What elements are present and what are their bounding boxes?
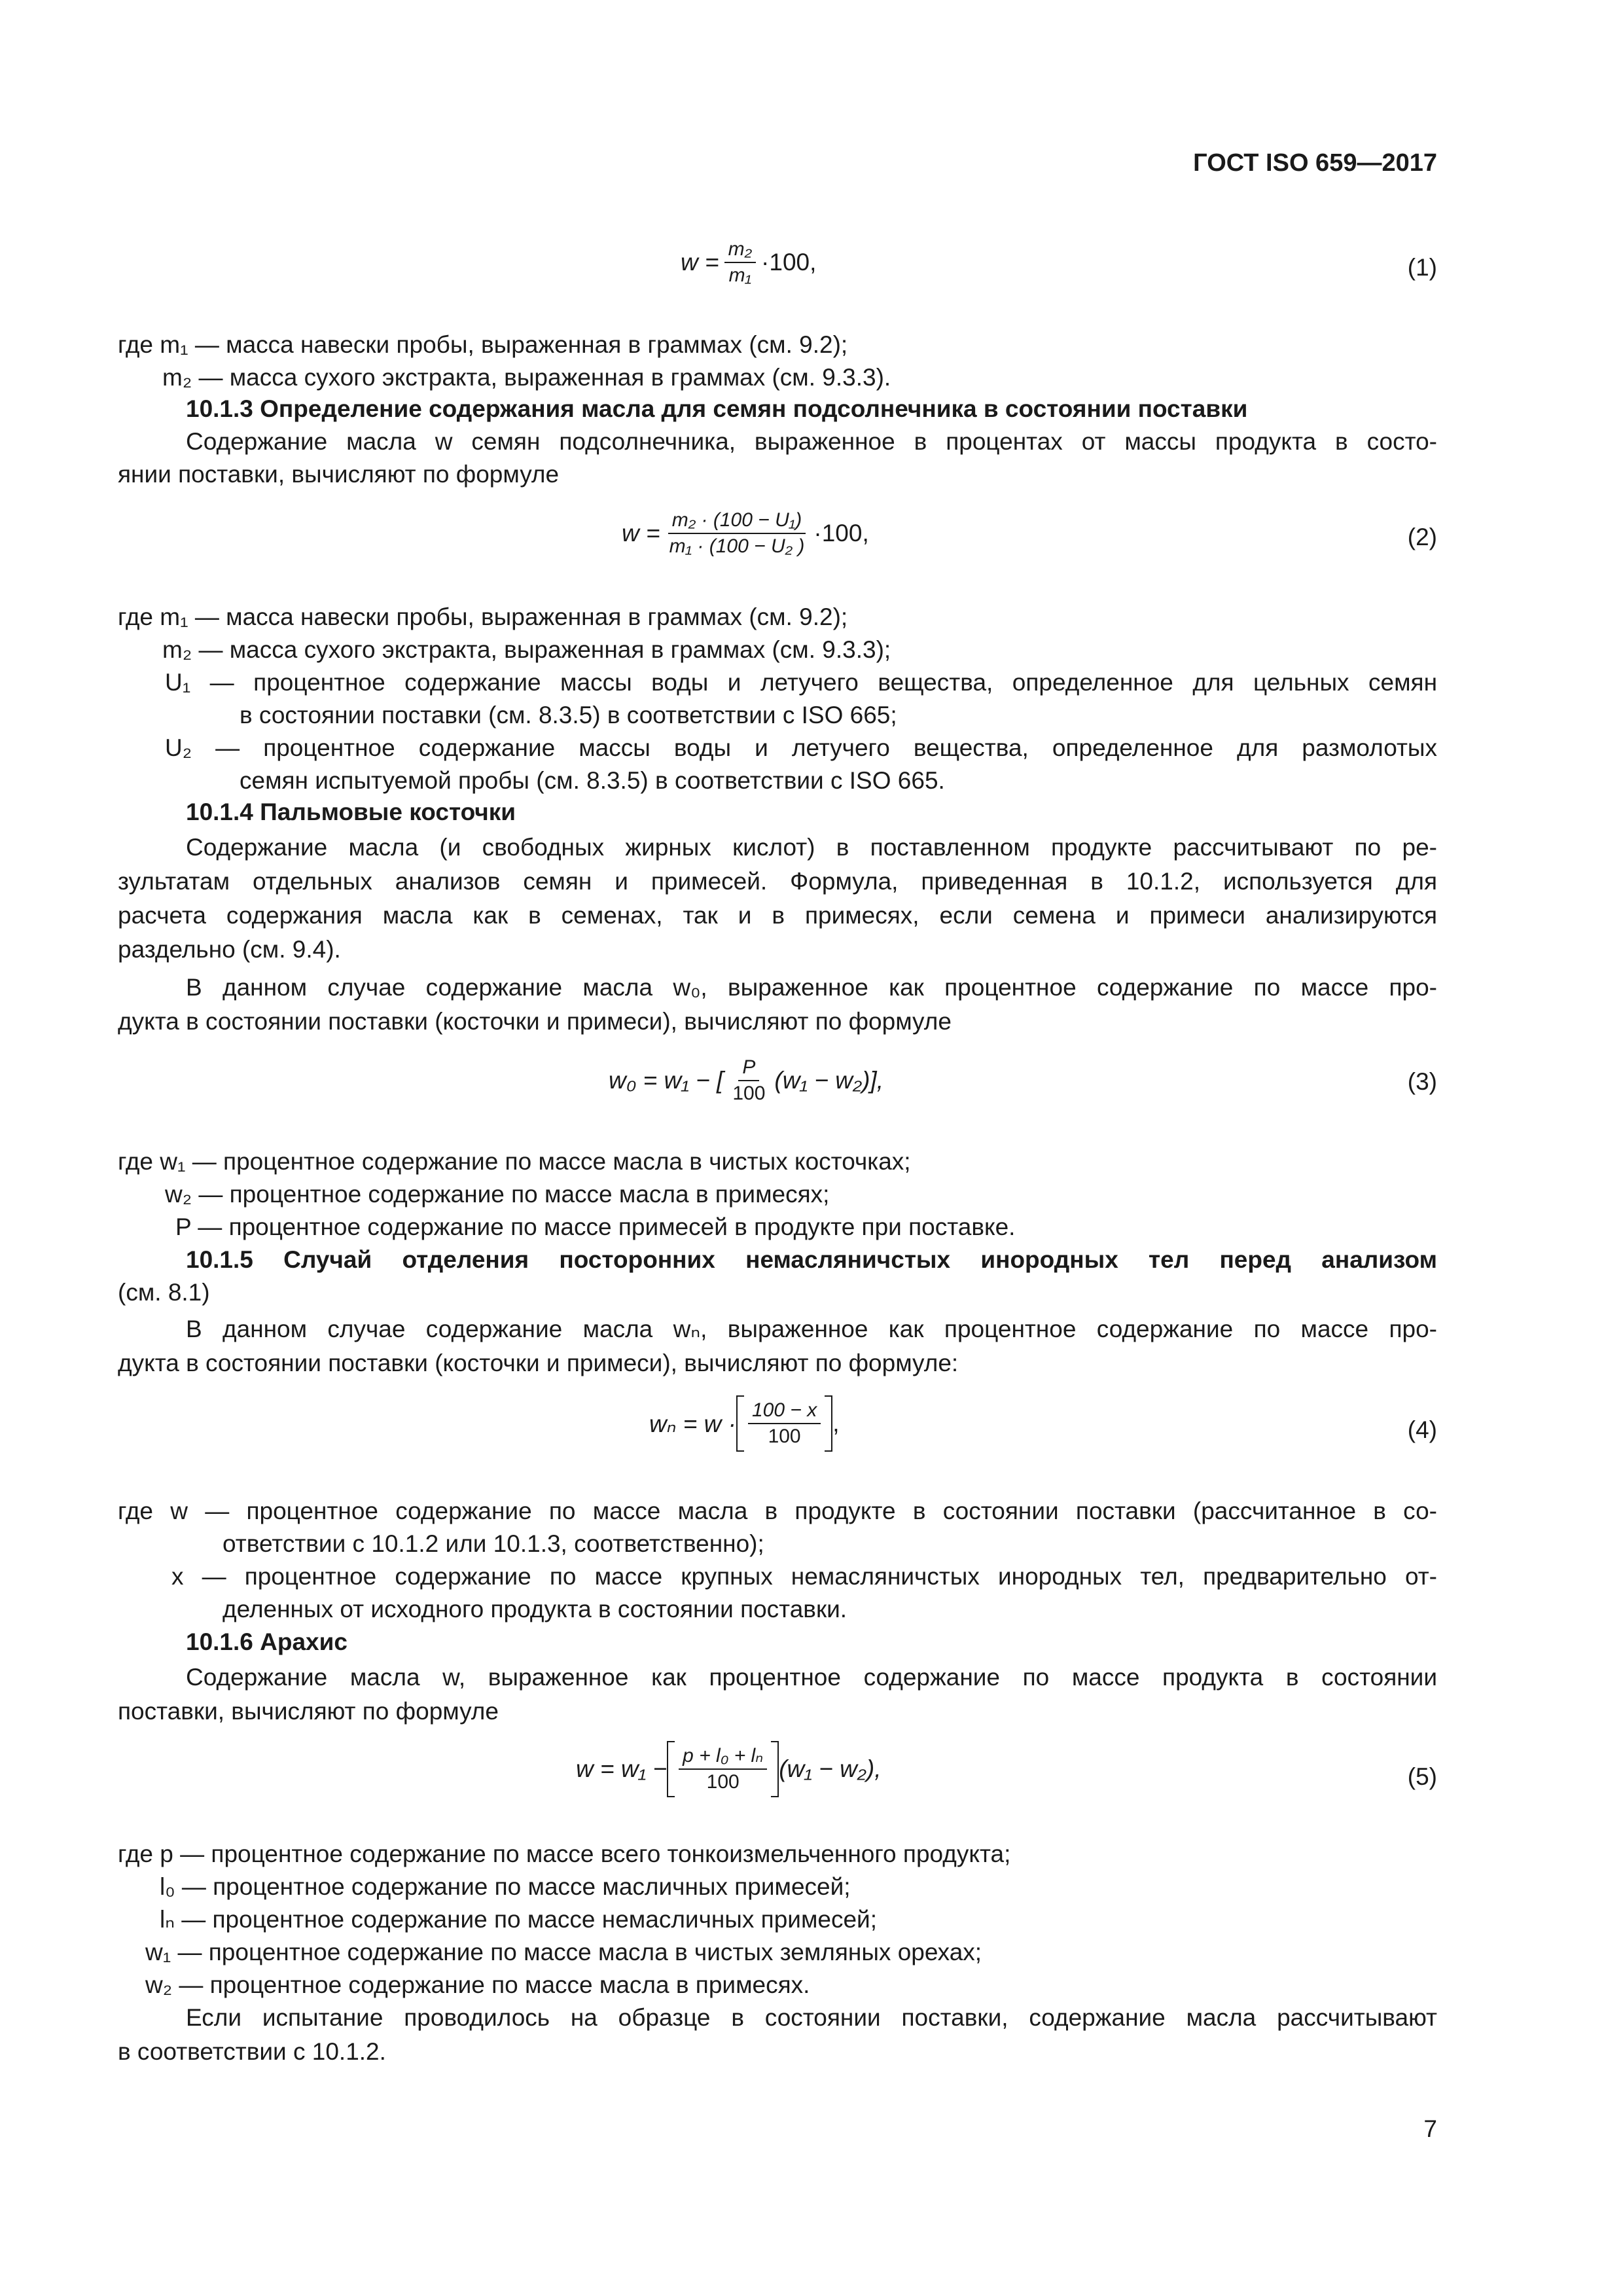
paragraph-line: расчета содержания масла как в семенах, так и в примесях, если семена и примеси анализируются xyxy=(118,902,1437,929)
section-title-10-1-3: 10.1.3 Определение содержания масла для семян подсолнечника в состоянии поставки xyxy=(186,395,1248,422)
paragraph-line: Содержание масла (и свободных жирных кислот) в поставленном продукте рассчитывают по ре- xyxy=(186,834,1437,861)
document-header: ГОСТ ISO 659—2017 xyxy=(1193,149,1437,177)
where-line: m₂ — масса сухого экстракта, выраженная в граммах (см. 9.3.3); xyxy=(162,636,891,663)
equation-number-1: (1) xyxy=(1407,254,1437,281)
equation-number-2: (2) xyxy=(1407,524,1437,550)
equation-3: w₀ = w₁ − [ $\frac{P}{100}$ (w₁ − w₂)], xyxy=(609,1056,883,1104)
section-title-10-1-5: 10.1.5 Случай отделения посторонних немасляничстых инородных тел перед анализом xyxy=(186,1246,1437,1273)
where-line: где w — процентное содержание по массе масла в продукте в состоянии поставки (рассчитанное в со- xyxy=(118,1498,1437,1524)
paragraph-line: янии поставки, вычисляют по формуле xyxy=(118,461,560,488)
where-line: m₂ — масса сухого экстракта, выраженная в граммах (см. 9.3.3). xyxy=(162,364,891,391)
equation-2: w = $\frac{\text{m₂ · (100 − U₁)}}{\text{m₁ · (100 − U₂ )}}$ ·100, xyxy=(622,509,869,557)
section-title-10-1-4: 10.1.4 Пальмовые косточки xyxy=(186,798,516,825)
where-line: w₁ — процентное содержание по массе масла в чистых земляных орехах; xyxy=(145,1939,982,1965)
section-title-10-1-5-cont: (см. 8.1) xyxy=(118,1279,210,1306)
equation-5: w = w₁ − $\frac{\text{p + l₀ + lₙ}}{100}$ (w₁ − w₂), xyxy=(576,1744,882,1795)
where-line: w₂ — процентное содержание по массе масла в примесях. xyxy=(145,1971,810,1998)
where-line: где p — процентное содержание по массе всего тонкоизмельченного продукта; xyxy=(118,1840,1011,1867)
paragraph-line: раздельно (см. 9.4). xyxy=(118,936,341,963)
where-line: ответствии с 10.1.2 или 10.1.3, соответственно); xyxy=(223,1530,764,1557)
section-title-10-1-6: 10.1.6 Арахис xyxy=(186,1628,348,1655)
paragraph-line: дукта в состоянии поставки (косточки и примеси), вычисляют по формуле: xyxy=(118,1350,959,1376)
paragraph-line: в соответствии с 10.1.2. xyxy=(118,2038,386,2065)
page-number: 7 xyxy=(1423,2115,1437,2142)
paragraph-line: дукта в состоянии поставки (косточки и примеси), вычисляют по формуле xyxy=(118,1008,952,1035)
paragraph-line: Содержание масла w, выраженное как процентное содержание по массе продукта в состоянии xyxy=(186,1664,1437,1691)
paragraph-line: поставки, вычисляют по формуле xyxy=(118,1698,499,1725)
paragraph-line: Содержание масла w семян подсолнечника, выраженное в процентах от массы продукта в состо- xyxy=(186,428,1437,455)
where-line: l₀ — процентное содержание по массе масличных примесей; xyxy=(160,1873,851,1900)
where-line: U₁ — процентное содержание массы воды и летучего вещества, определенное для цельных семян xyxy=(165,669,1437,696)
where-line: где m₁ — масса навески пробы, выраженная в граммах (см. 9.2); xyxy=(118,331,848,358)
where-line: где w₁ — процентное содержание по массе масла в чистых косточках; xyxy=(118,1148,911,1175)
where-line: lₙ — процентное содержание по массе немасличных примесей; xyxy=(160,1906,877,1933)
equation-number-5: (5) xyxy=(1407,1763,1437,1790)
where-line: в состоянии поставки (см. 8.3.5) в соответствии с ISO 665; xyxy=(240,702,897,728)
paragraph-line: зультатам отдельных анализов семян и примесей. Формула, приведенная в 10.1.2, используется для xyxy=(118,868,1437,895)
where-line: где m₁ — масса навески пробы, выраженная в граммах (см. 9.2); xyxy=(118,603,848,630)
equation-number-3: (3) xyxy=(1407,1068,1437,1095)
where-line: U₂ — процентное содержание массы воды и летучего вещества, определенное для размолотых xyxy=(165,734,1437,761)
where-line: деленных от исходного продукта в состоянии поставки. xyxy=(223,1596,847,1623)
equation-number-4: (4) xyxy=(1407,1416,1437,1443)
where-line: P — процентное содержание по массе примесей в продукте при поставке. xyxy=(175,1213,1016,1240)
equation-1: w = $\frac{\text{m₂}}{\text{m₁}}$ ·100, xyxy=(681,238,817,286)
paragraph-line: В данном случае содержание масла wₙ, выраженное как процентное содержание по массе про- xyxy=(186,1316,1437,1342)
where-line: семян испытуемой пробы (см. 8.3.5) в соответствии с ISO 665. xyxy=(240,767,945,794)
paragraph-line: В данном случае содержание масла w₀, выраженное как процентное содержание по массе про- xyxy=(186,974,1437,1001)
paragraph-line: Если испытание проводилось на образце в состоянии поставки, содержание масла рассчитывают xyxy=(186,2004,1437,2031)
where-line: x — процентное содержание по массе крупных немасляничстых инородных тел, предварительно от- xyxy=(171,1563,1437,1590)
equation-4: wₙ = w · $\frac{100 - x}{100}$ , xyxy=(649,1398,840,1449)
where-line: w₂ — процентное содержание по массе масла в примесях; xyxy=(165,1181,830,1208)
